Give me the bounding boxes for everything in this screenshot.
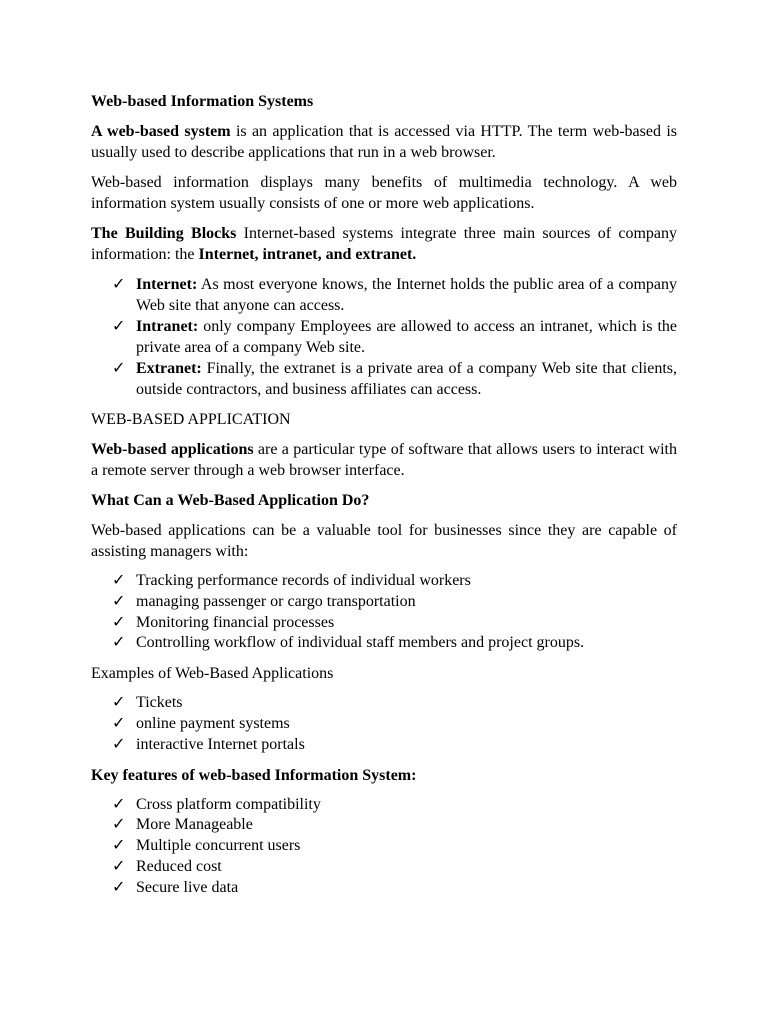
list-item-term: Intranet: xyxy=(136,318,199,335)
list-item xyxy=(91,633,677,654)
list-item-text: managing passenger or cargo transportation xyxy=(136,592,416,610)
checkmark-icon: ✓ xyxy=(112,318,126,335)
checkmark-icon: ✓ xyxy=(112,360,126,377)
checkmark-icon: ✓ xyxy=(112,694,126,712)
list-item xyxy=(91,592,677,613)
term-bold: A web-based system xyxy=(91,123,231,140)
examples-list xyxy=(91,693,677,755)
web-based-applications-definition xyxy=(91,439,677,481)
checkmark-icon: ✓ xyxy=(112,634,126,652)
list-item-text: More Manageable xyxy=(136,816,253,834)
checkmark-icon: ✓ xyxy=(112,795,126,813)
list-item-text: Multiple concurrent users xyxy=(136,837,301,855)
list-item xyxy=(91,795,677,816)
list-item xyxy=(91,693,677,714)
list-item-text: online payment systems xyxy=(136,714,290,732)
list-item-text: only company Employees are allowed to access an intranet, which is the private area of a company Web site. xyxy=(136,318,677,356)
list-item xyxy=(91,274,677,316)
list-item-text: interactive Internet portals xyxy=(136,735,305,753)
list-item-text: Tickets xyxy=(136,694,183,712)
checkmark-icon: ✓ xyxy=(112,572,126,589)
list-item-text: Tracking performance records of individual workers xyxy=(136,572,471,589)
document-title: Web-based Information Systems xyxy=(91,93,314,110)
building-blocks-text: Internet-based systems integrate three main sources of company information: the xyxy=(91,225,677,263)
checkmark-icon: ✓ xyxy=(112,735,126,753)
list-item-text: Cross platform compatibility xyxy=(136,795,321,813)
list-item-text: Monitoring financial processes xyxy=(136,613,335,631)
building-blocks-paragraph xyxy=(91,223,677,265)
web-based-system-definition xyxy=(91,121,677,163)
building-blocks-sources: Internet, intranet, and extranet. xyxy=(198,246,417,263)
list-item-text: Finally, the extranet is a private area of a company Web site that clients, outside contractors, and business affiliates can access. xyxy=(136,360,677,398)
list-item-text: Controlling workflow of individual staff members and project groups. xyxy=(136,634,585,652)
list-item xyxy=(91,714,677,735)
checkmark-icon: ✓ xyxy=(112,613,126,631)
section-heading-web-based-application: WEB-BASED APPLICATION xyxy=(91,411,291,428)
checkmark-icon: ✓ xyxy=(112,857,126,875)
list-item-text: Reduced cost xyxy=(136,857,222,875)
document-content xyxy=(91,92,677,908)
list-item xyxy=(91,613,677,634)
list-item xyxy=(91,857,677,878)
capabilities-intro: Web-based applications can be a valuable tool for businesses since they are capable of assisting managers with: xyxy=(91,522,677,560)
checkmark-icon: ✓ xyxy=(112,276,126,293)
section-heading-examples: Examples of Web-Based Applications xyxy=(91,665,334,683)
checkmark-icon: ✓ xyxy=(112,592,126,610)
list-item-term: Extranet: xyxy=(136,360,202,377)
building-blocks-label: The Building Blocks xyxy=(91,225,237,242)
list-item xyxy=(91,815,677,836)
building-blocks-list xyxy=(91,274,677,400)
list-item xyxy=(91,735,677,756)
benefits-paragraph: Web-based information displays many benefits of multimedia technology. A web information system usually consists of one or more web applications. xyxy=(91,174,677,212)
list-item xyxy=(91,878,677,899)
section-heading-key-features: Key features of web-based Information System: xyxy=(91,766,417,784)
list-item xyxy=(91,571,677,592)
list-item-text: Secure live data xyxy=(136,878,239,896)
capabilities-list xyxy=(91,571,677,654)
checkmark-icon: ✓ xyxy=(112,816,126,834)
section-heading-what-can-do: What Can a Web-Based Application Do? xyxy=(91,492,370,509)
checkmark-icon: ✓ xyxy=(112,878,126,896)
list-item xyxy=(91,836,677,857)
list-item-term: Internet: xyxy=(136,276,198,293)
definition-text: are a particular type of software that allows users to interact with a remote server through a web browser interface. xyxy=(91,441,677,479)
checkmark-icon: ✓ xyxy=(112,714,126,732)
checkmark-icon: ✓ xyxy=(112,837,126,855)
list-item xyxy=(91,358,677,400)
list-item-text: As most everyone knows, the Internet holds the public area of a company Web site that anyone can access. xyxy=(136,276,677,314)
features-list xyxy=(91,795,677,899)
term-bold: Web-based applications xyxy=(91,441,254,458)
definition-text: is an application that is accessed via HTTP. The term web-based is usually used to describe applications that run in a web browser. xyxy=(91,123,678,161)
list-item xyxy=(91,316,677,358)
